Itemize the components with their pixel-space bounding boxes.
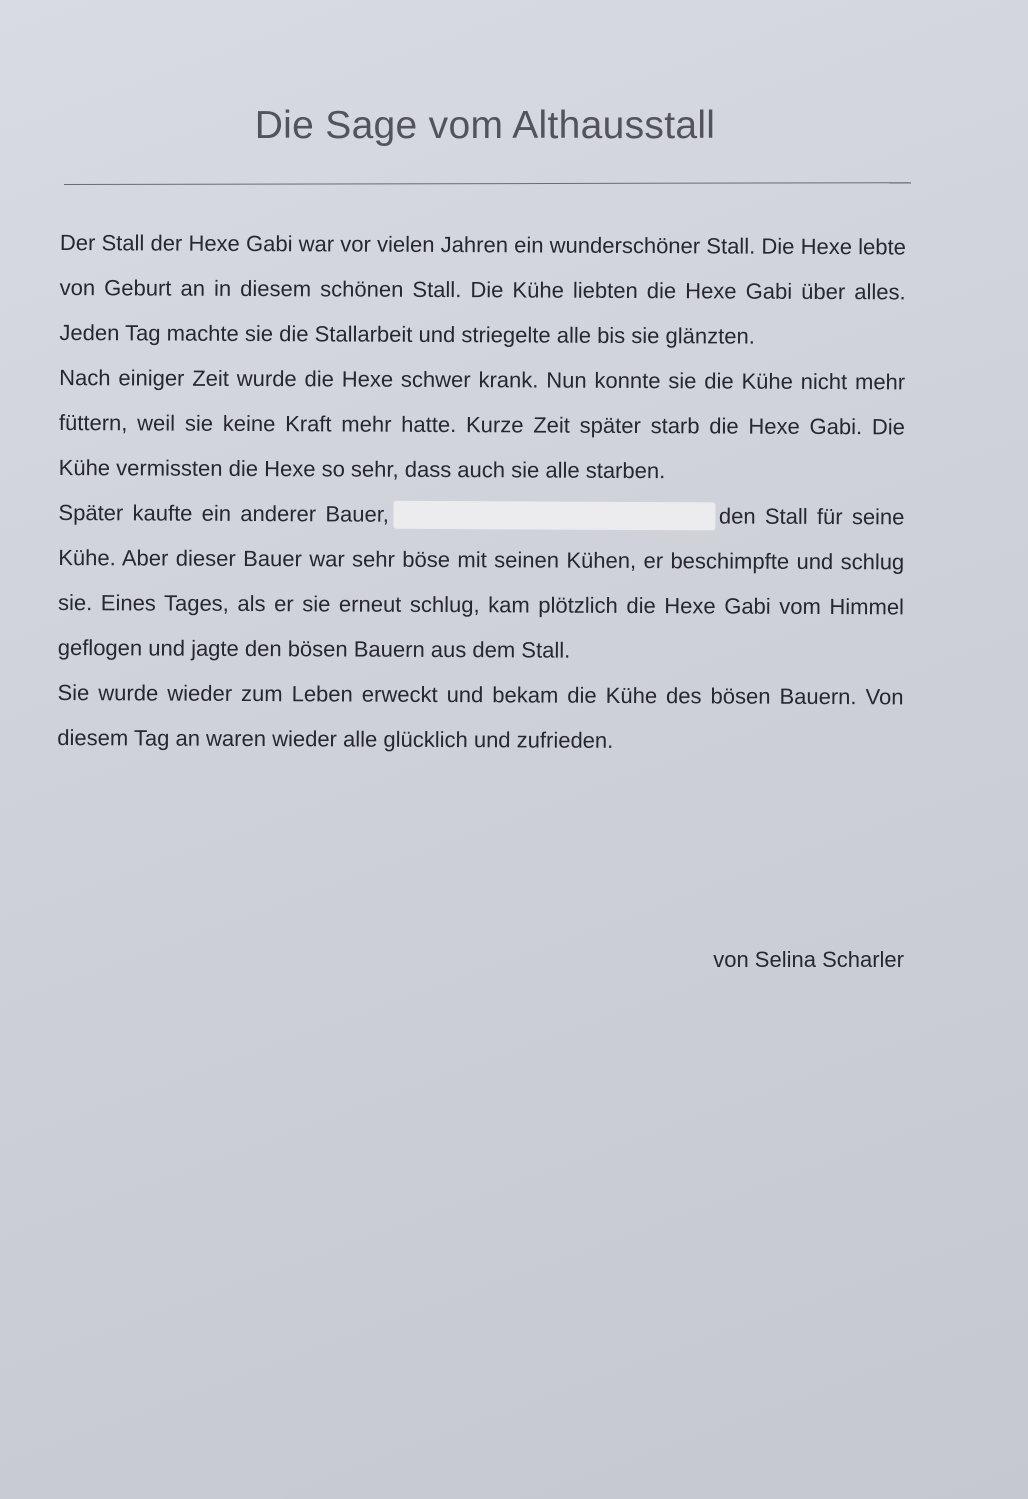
- paragraph-4: Sie wurde wieder zum Leben erweckt und bekam die Kühe des bösen Bauern. Von diesem Tag an waren wieder alle glücklich und zufrieden.: [57, 679, 904, 753]
- document-title: Die Sage vom Althausstall: [254, 104, 716, 147]
- paragraph-3: [58, 490, 905, 674]
- story-body: [57, 220, 906, 764]
- author-signature: von Selina Scharler: [713, 947, 904, 972]
- redaction-box: [393, 501, 715, 531]
- paragraph-1: Der Stall der Hexe Gabi war vor vielen Jahren ein wunderschöner Stall. Die Hexe lebte von Geburt an in diesem schönen Stall. Die Kühe liebten die Hexe Gabi über alles. Jeden Tag machte sie die Stallarbeit und striegelte alle bis sie glänzten.: [59, 229, 906, 349]
- title-underline: [64, 182, 911, 185]
- paragraph-3-end: den Stall für seine Kühe. Aber dieser Bauer war sehr böse mit seinen Kühen, er beschimpfte und schlug sie. Eines Tages, als er sie erneut schlug, kam plötzlich die Hexe Gabi vom Himmel geflogen und jagte den bösen Bauern aus dem Stall.: [57, 503, 905, 663]
- paragraph-2: Nach einiger Zeit wurde die Hexe schwer krank. Nun konnte sie die Kühe nicht mehr füttern, weil sie keine Kraft mehr hatte. Kurze Zeit später starb die Hexe Gabi. Die Kühe vermissten die Hexe so sehr, dass auch sie alle starben.: [58, 364, 906, 484]
- paragraph-3-start: Später kaufte ein anderer Bauer,: [58, 499, 390, 527]
